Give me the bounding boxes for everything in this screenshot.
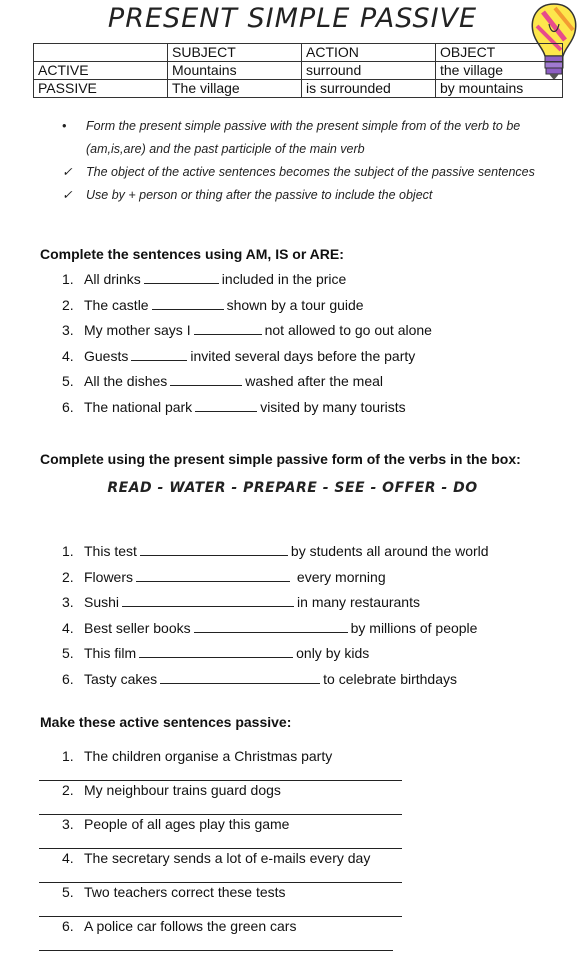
item-number: 6. <box>62 918 74 934</box>
answer-blank[interactable] <box>131 346 187 361</box>
answer-line[interactable] <box>39 814 402 815</box>
item-text: only by kids <box>296 645 370 662</box>
exercise2-title: Complete using the present simple passive form of the verbs in the box: <box>40 451 521 467</box>
table-cell: The village <box>168 80 302 98</box>
table-cell: OBJECT <box>436 44 563 62</box>
grammar-table <box>33 43 563 98</box>
item-text: every morning <box>296 568 386 585</box>
item-text: The secretary sends a lot of e-mails every day <box>84 850 371 866</box>
table-cell: Mountains <box>168 62 302 80</box>
list-item <box>62 369 432 395</box>
exercise1-list <box>62 267 432 421</box>
table-cell: by mountains <box>436 80 563 98</box>
item-text: This test <box>84 543 137 559</box>
item-text: in many restaurants <box>297 594 420 611</box>
item-text: All the dishes <box>84 373 168 390</box>
grammar-notes <box>62 115 562 207</box>
bullet-icon: • <box>62 119 67 133</box>
list-item <box>62 539 489 565</box>
item-text: This film <box>84 645 137 662</box>
item-number: 4. <box>62 619 74 636</box>
verb-box: READ - WATER - PREPARE - SEE - OFFER - DO <box>107 480 478 496</box>
item-text: Sushi <box>84 594 120 611</box>
list-item <box>62 318 432 344</box>
item-number: 1. <box>62 748 74 764</box>
note-item <box>62 115 562 161</box>
answer-blank[interactable] <box>140 541 288 556</box>
checkmark-icon: ✓ <box>62 165 73 179</box>
list-item <box>62 641 489 667</box>
item-text: Best seller books <box>84 619 191 636</box>
item-text: The castle <box>84 296 149 313</box>
note-text: Use by + person or thing after the passive to include the object <box>86 188 433 202</box>
item-text: Tasty cakes <box>84 670 158 687</box>
answer-blank[interactable] <box>122 592 294 607</box>
item-text: by students all around the world <box>290 543 489 559</box>
exercise1-title: Complete the sentences using AM, IS or ARE: <box>40 246 344 262</box>
item-text: visited by many tourists <box>260 398 406 415</box>
item-number: 6. <box>62 670 74 687</box>
item-number: 1. <box>62 543 74 559</box>
answer-blank[interactable] <box>194 618 348 633</box>
table-cell: ACTIVE <box>34 62 168 80</box>
item-text: included in the price <box>221 271 347 287</box>
list-item <box>62 880 370 914</box>
list-item <box>62 778 370 812</box>
table-cell: is surrounded <box>302 80 436 98</box>
item-text: My neighbour trains guard dogs <box>84 782 281 798</box>
item-number: 1. <box>62 271 74 287</box>
item-text: by millions of people <box>350 619 478 636</box>
item-text: not allowed to go out alone <box>264 322 432 339</box>
answer-line[interactable] <box>39 950 393 951</box>
answer-blank[interactable] <box>194 320 262 335</box>
item-number: 3. <box>62 322 74 339</box>
table-cell: ACTION <box>302 44 436 62</box>
item-text: Guests <box>84 347 129 364</box>
item-number: 2. <box>62 568 74 585</box>
item-text: People of all ages play this game <box>84 816 290 832</box>
item-text: shown by a tour guide <box>226 296 364 313</box>
checkmark-icon: ✓ <box>62 188 73 202</box>
note-text: The object of the active sentences becomes the subject of the passive sentences <box>86 165 535 179</box>
list-item <box>62 395 432 421</box>
exercise2-list <box>62 539 489 693</box>
item-number: 2. <box>62 296 74 313</box>
item-number: 4. <box>62 850 74 866</box>
table-cell: surround <box>302 62 436 80</box>
item-number: 2. <box>62 782 74 798</box>
list-item <box>62 812 370 846</box>
answer-blank[interactable] <box>160 669 320 684</box>
answer-blank[interactable] <box>195 397 257 412</box>
answer-line[interactable] <box>39 780 402 781</box>
item-text: A police car follows the green cars <box>84 918 297 934</box>
list-item <box>62 267 432 293</box>
answer-blank[interactable] <box>144 269 219 284</box>
table-cell: SUBJECT <box>168 44 302 62</box>
answer-line[interactable] <box>39 916 402 917</box>
table-row <box>34 80 563 98</box>
table-cell: the village <box>436 62 563 80</box>
item-text: Flowers <box>84 568 134 585</box>
table-row <box>34 62 563 80</box>
item-text: All drinks <box>84 271 141 287</box>
answer-line[interactable] <box>39 848 402 849</box>
item-text: invited several days before the party <box>190 347 416 364</box>
table-cell <box>34 44 168 62</box>
note-text: Form the present simple passive with the present simple from of the verb to be (am,is,are) and the past participle of the main verb <box>86 119 521 156</box>
page-title: PRESENT SIMPLE PASSIVE <box>107 3 478 34</box>
note-item <box>62 161 562 184</box>
answer-blank[interactable] <box>170 371 242 386</box>
note-item <box>62 184 562 207</box>
list-item <box>62 667 489 693</box>
list-item <box>62 293 432 319</box>
list-item <box>62 846 370 880</box>
item-number: 4. <box>62 347 74 364</box>
list-item <box>62 590 489 616</box>
item-number: 5. <box>62 645 74 662</box>
exercise3-list <box>62 744 370 948</box>
table-cell: PASSIVE <box>34 80 168 98</box>
answer-line[interactable] <box>39 882 402 883</box>
list-item <box>62 565 489 591</box>
list-item <box>62 744 370 778</box>
item-text: The children organise a Christmas party <box>84 748 333 764</box>
item-text: My mother says I <box>84 322 191 339</box>
answer-blank[interactable] <box>152 295 224 310</box>
list-item <box>62 344 432 370</box>
list-item <box>62 914 370 948</box>
item-number: 5. <box>62 373 74 390</box>
answer-blank[interactable] <box>136 567 290 582</box>
list-item <box>62 616 489 642</box>
item-number: 6. <box>62 398 74 415</box>
item-number: 5. <box>62 884 74 900</box>
item-number: 3. <box>62 816 74 832</box>
exercise3-title: Make these active sentences passive: <box>40 714 292 730</box>
item-text: to celebrate birthdays <box>323 670 457 687</box>
item-text: The national park <box>84 398 193 415</box>
item-text: washed after the meal <box>245 373 384 390</box>
table-header-row <box>34 44 563 62</box>
item-text: Two teachers correct these tests <box>84 884 286 900</box>
answer-blank[interactable] <box>139 643 293 658</box>
item-number: 3. <box>62 594 74 611</box>
